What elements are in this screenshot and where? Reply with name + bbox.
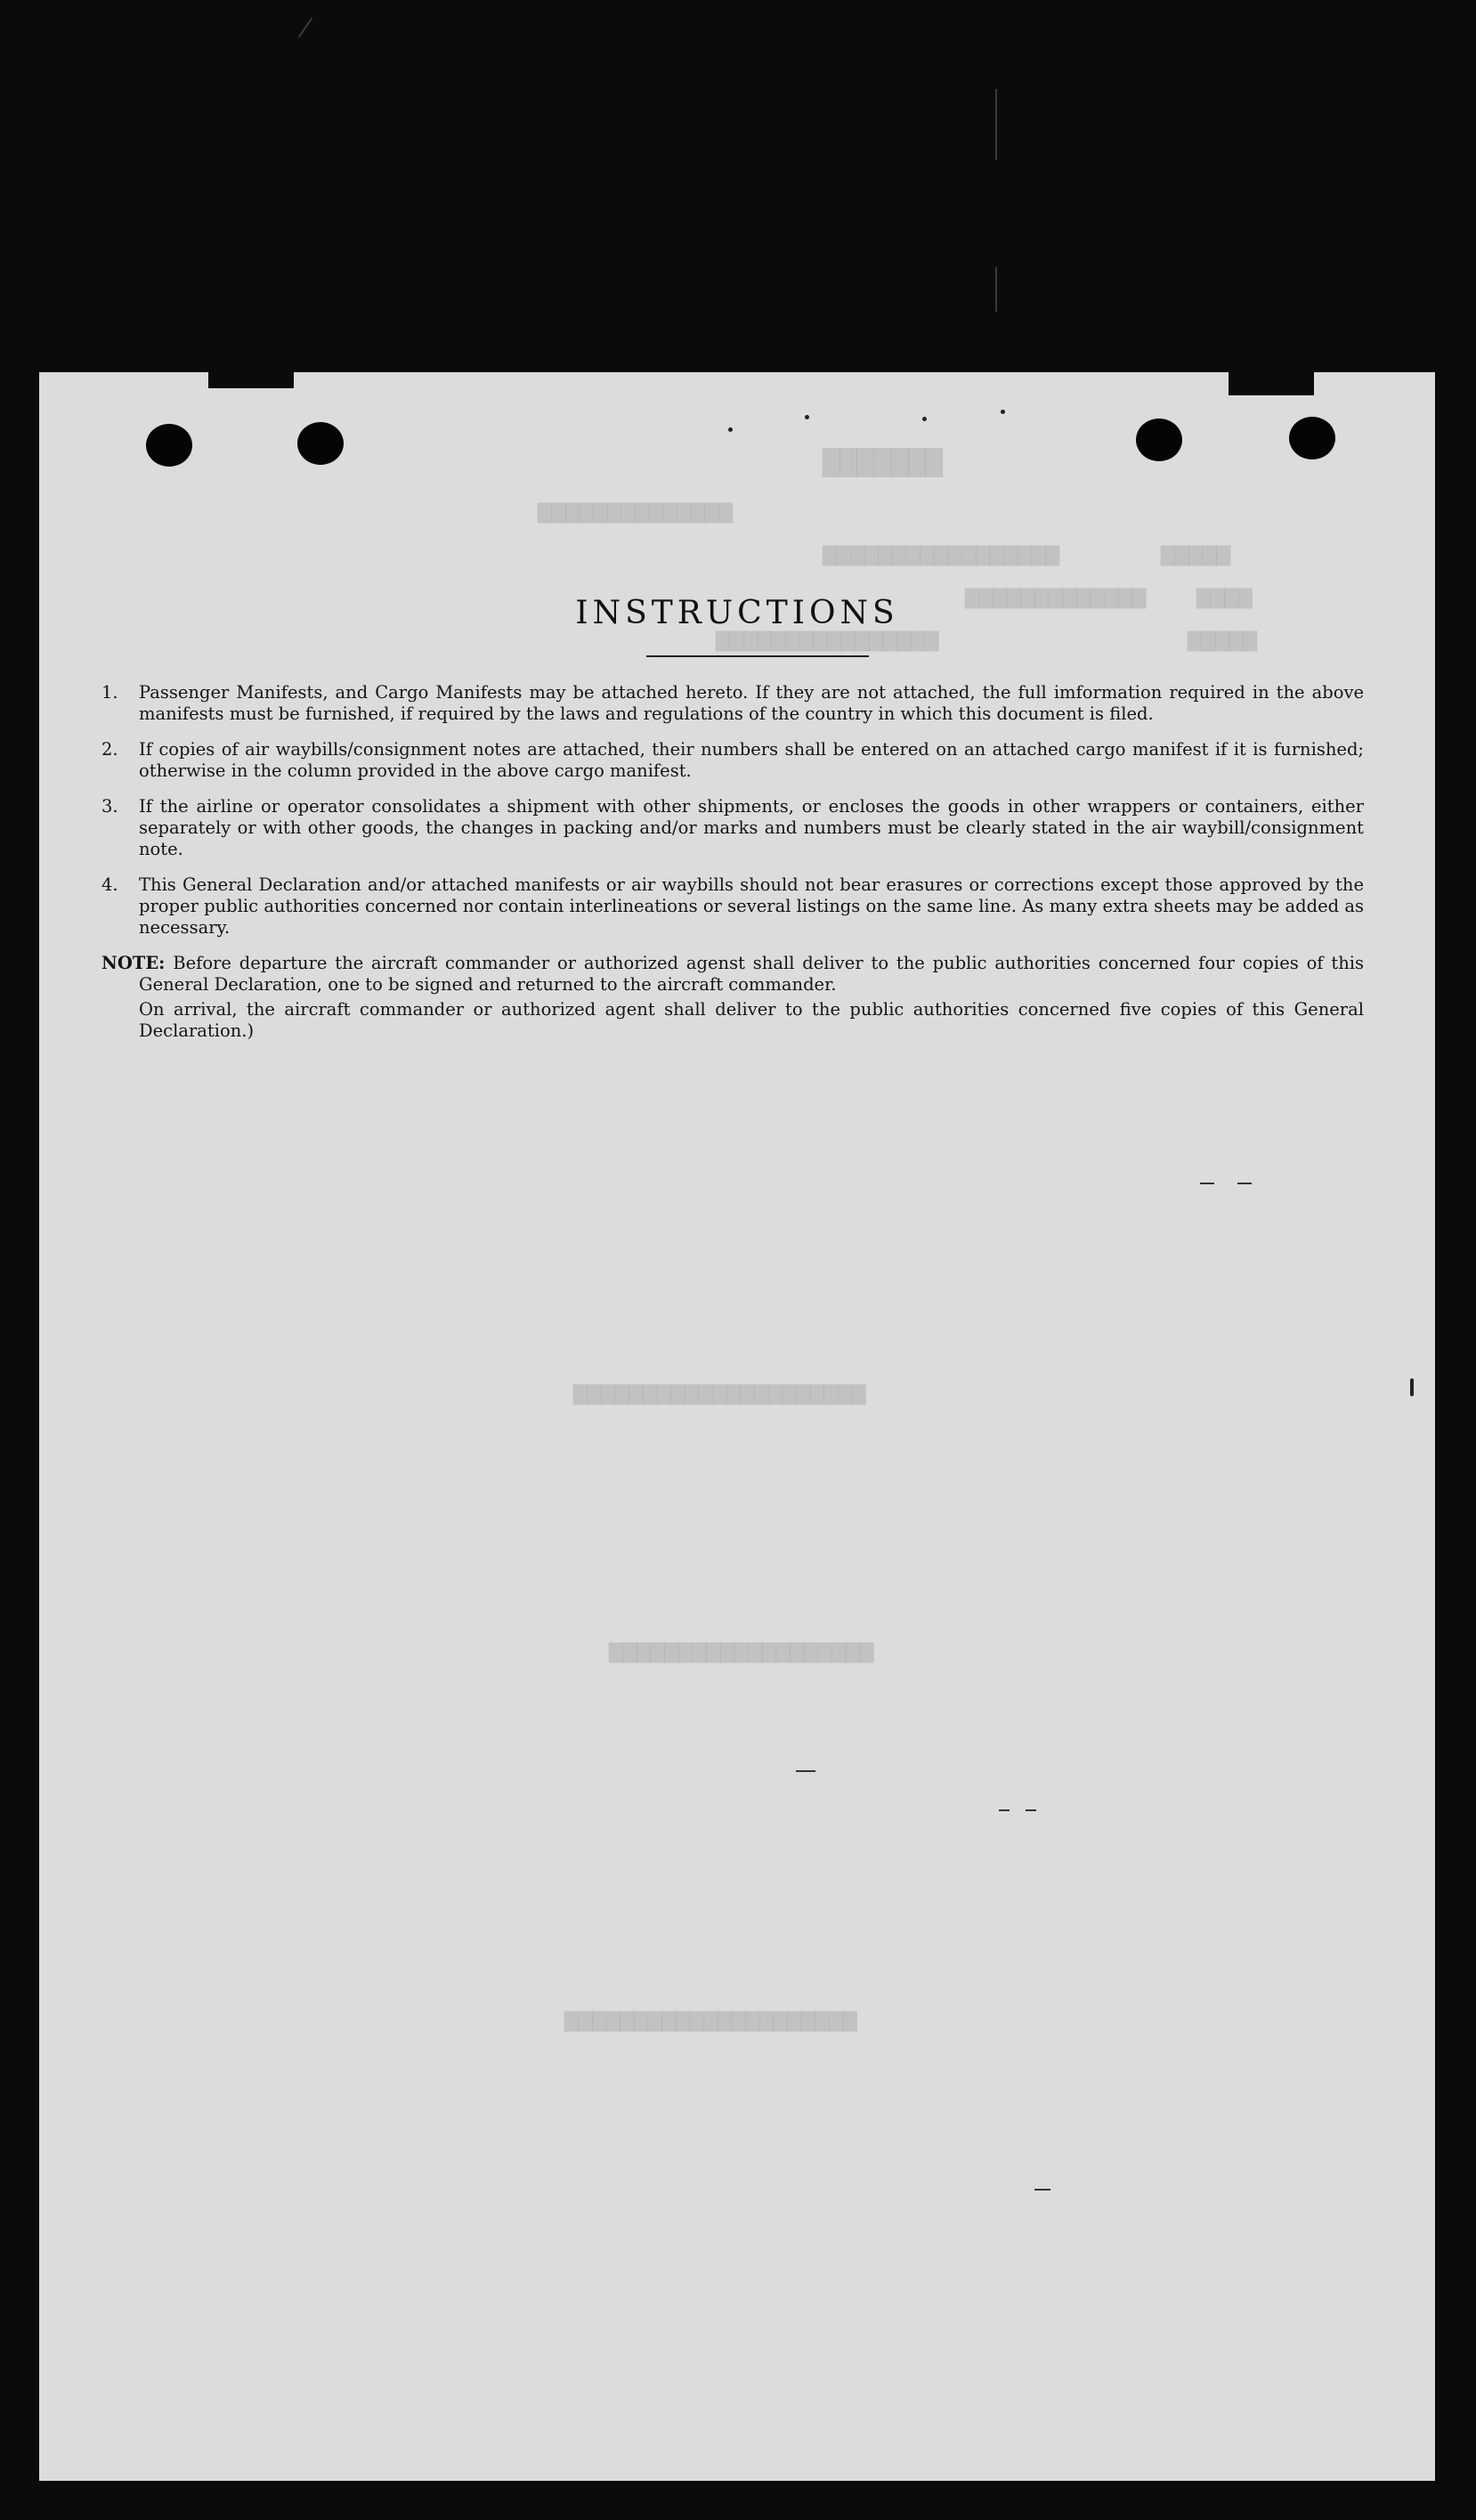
instructions-list bbox=[101, 682, 1364, 1042]
bleed-through-text: ▆▆▆▆▆▆▆▆▆▆▆▆▆▆▆▆▆▆▆▆▆ bbox=[573, 1378, 866, 1405]
instruction-number: 1. bbox=[101, 682, 118, 703]
instruction-number: 3. bbox=[101, 796, 118, 817]
pen-mark bbox=[999, 1809, 1010, 1811]
title-underline bbox=[646, 655, 869, 657]
scan-scratch bbox=[995, 267, 997, 312]
bleed-through-text: ▆▆▆▆▆▆▆▆▆▆▆▆▆▆▆▆ bbox=[716, 625, 939, 652]
note-text-arrival: On arrival, the aircraft commander or authorized agent shall deliver to the public authorities concerned five copies of this General Declaration.) bbox=[139, 999, 1364, 1041]
bleed-through-text: ▇▇▇▇▇▇▇ bbox=[823, 443, 943, 477]
note-label: NOTE: bbox=[101, 953, 166, 973]
document-page bbox=[39, 372, 1435, 2481]
page-title: INSTRUCTIONS bbox=[575, 595, 899, 631]
instruction-text: If copies of air waybills/consignment notes are attached, their numbers shall be entered on an attached cargo manifest if it is furnished; otherwise in the column provided in the above cargo manifest. bbox=[139, 739, 1364, 781]
note-text-departure: Before departure the aircraft commander or authorized agenst shall deliver to the public authorities concerned four copies of this General Declaration, one to be signed and returned to the aircraft commander. bbox=[139, 953, 1364, 995]
bleed-through-text: ▆▆▆▆▆▆▆▆▆▆▆▆▆ bbox=[965, 582, 1147, 609]
paper-tab-right bbox=[1229, 369, 1314, 395]
instruction-item bbox=[101, 796, 1364, 860]
punch-hole bbox=[1289, 417, 1335, 459]
instruction-item bbox=[101, 682, 1364, 725]
punch-hole bbox=[146, 424, 192, 467]
instruction-item bbox=[101, 874, 1364, 939]
bleed-through-text: ▆▆▆▆▆ bbox=[1188, 625, 1258, 652]
bleed-through-text: ▆▆▆▆▆▆▆▆▆▆▆▆▆▆▆▆▆ bbox=[823, 540, 1060, 566]
pen-mark bbox=[1237, 1183, 1252, 1184]
bleed-through-text: ▆▆▆▆ bbox=[1196, 582, 1253, 609]
ink-speck bbox=[1410, 1378, 1414, 1396]
bleed-through-text: ▆▆▆▆▆▆▆▆▆▆▆▆▆▆ bbox=[538, 497, 734, 524]
instruction-number: 4. bbox=[101, 874, 118, 895]
punch-hole bbox=[297, 422, 344, 465]
ink-speck bbox=[805, 415, 809, 419]
punch-hole bbox=[1136, 419, 1182, 461]
instruction-number: 2. bbox=[101, 739, 118, 760]
instruction-text: If the airline or operator consolidates a shipment with other shipments, or encloses the goods in other wrappers or containers, either separately or with other goods, the changes in packing and/or marks and numbers must be clearly stated in the air waybill/consignment note. bbox=[139, 796, 1364, 859]
instruction-item bbox=[101, 739, 1364, 782]
pen-mark bbox=[796, 1770, 815, 1772]
paper-tab-left bbox=[208, 369, 294, 388]
pen-mark bbox=[1034, 2189, 1050, 2191]
instruction-text: This General Declaration and/or attached manifests or air waybills should not bear erasures or corrections except those approved by the proper public authorities concerned nor contain interlineations or several listings on the same line. As many extra sheets may be added as necessary. bbox=[139, 874, 1364, 938]
ink-speck bbox=[1001, 410, 1005, 414]
ink-speck bbox=[728, 427, 733, 432]
instruction-text: Passenger Manifests, and Cargo Manifests may be attached hereto. If they are not attached, the full imformation required in the above manifests must be furnished, if required by the laws and regulations of the country in which this document is filed. bbox=[139, 682, 1364, 724]
bleed-through-text: ▆▆▆▆▆▆▆▆▆▆▆▆▆▆▆▆▆▆▆ bbox=[609, 1637, 874, 1663]
ink-speck bbox=[922, 417, 927, 421]
note-block bbox=[101, 953, 1364, 1042]
pen-mark bbox=[1200, 1183, 1214, 1184]
bleed-through-text: ▆▆▆▆▆▆▆▆▆▆▆▆▆▆▆▆▆▆▆▆▆ bbox=[564, 2005, 857, 2032]
bleed-through-text: ▆▆▆▆▆ bbox=[1161, 540, 1231, 566]
scan-scratch bbox=[995, 89, 997, 160]
pen-mark bbox=[1026, 1809, 1036, 1811]
